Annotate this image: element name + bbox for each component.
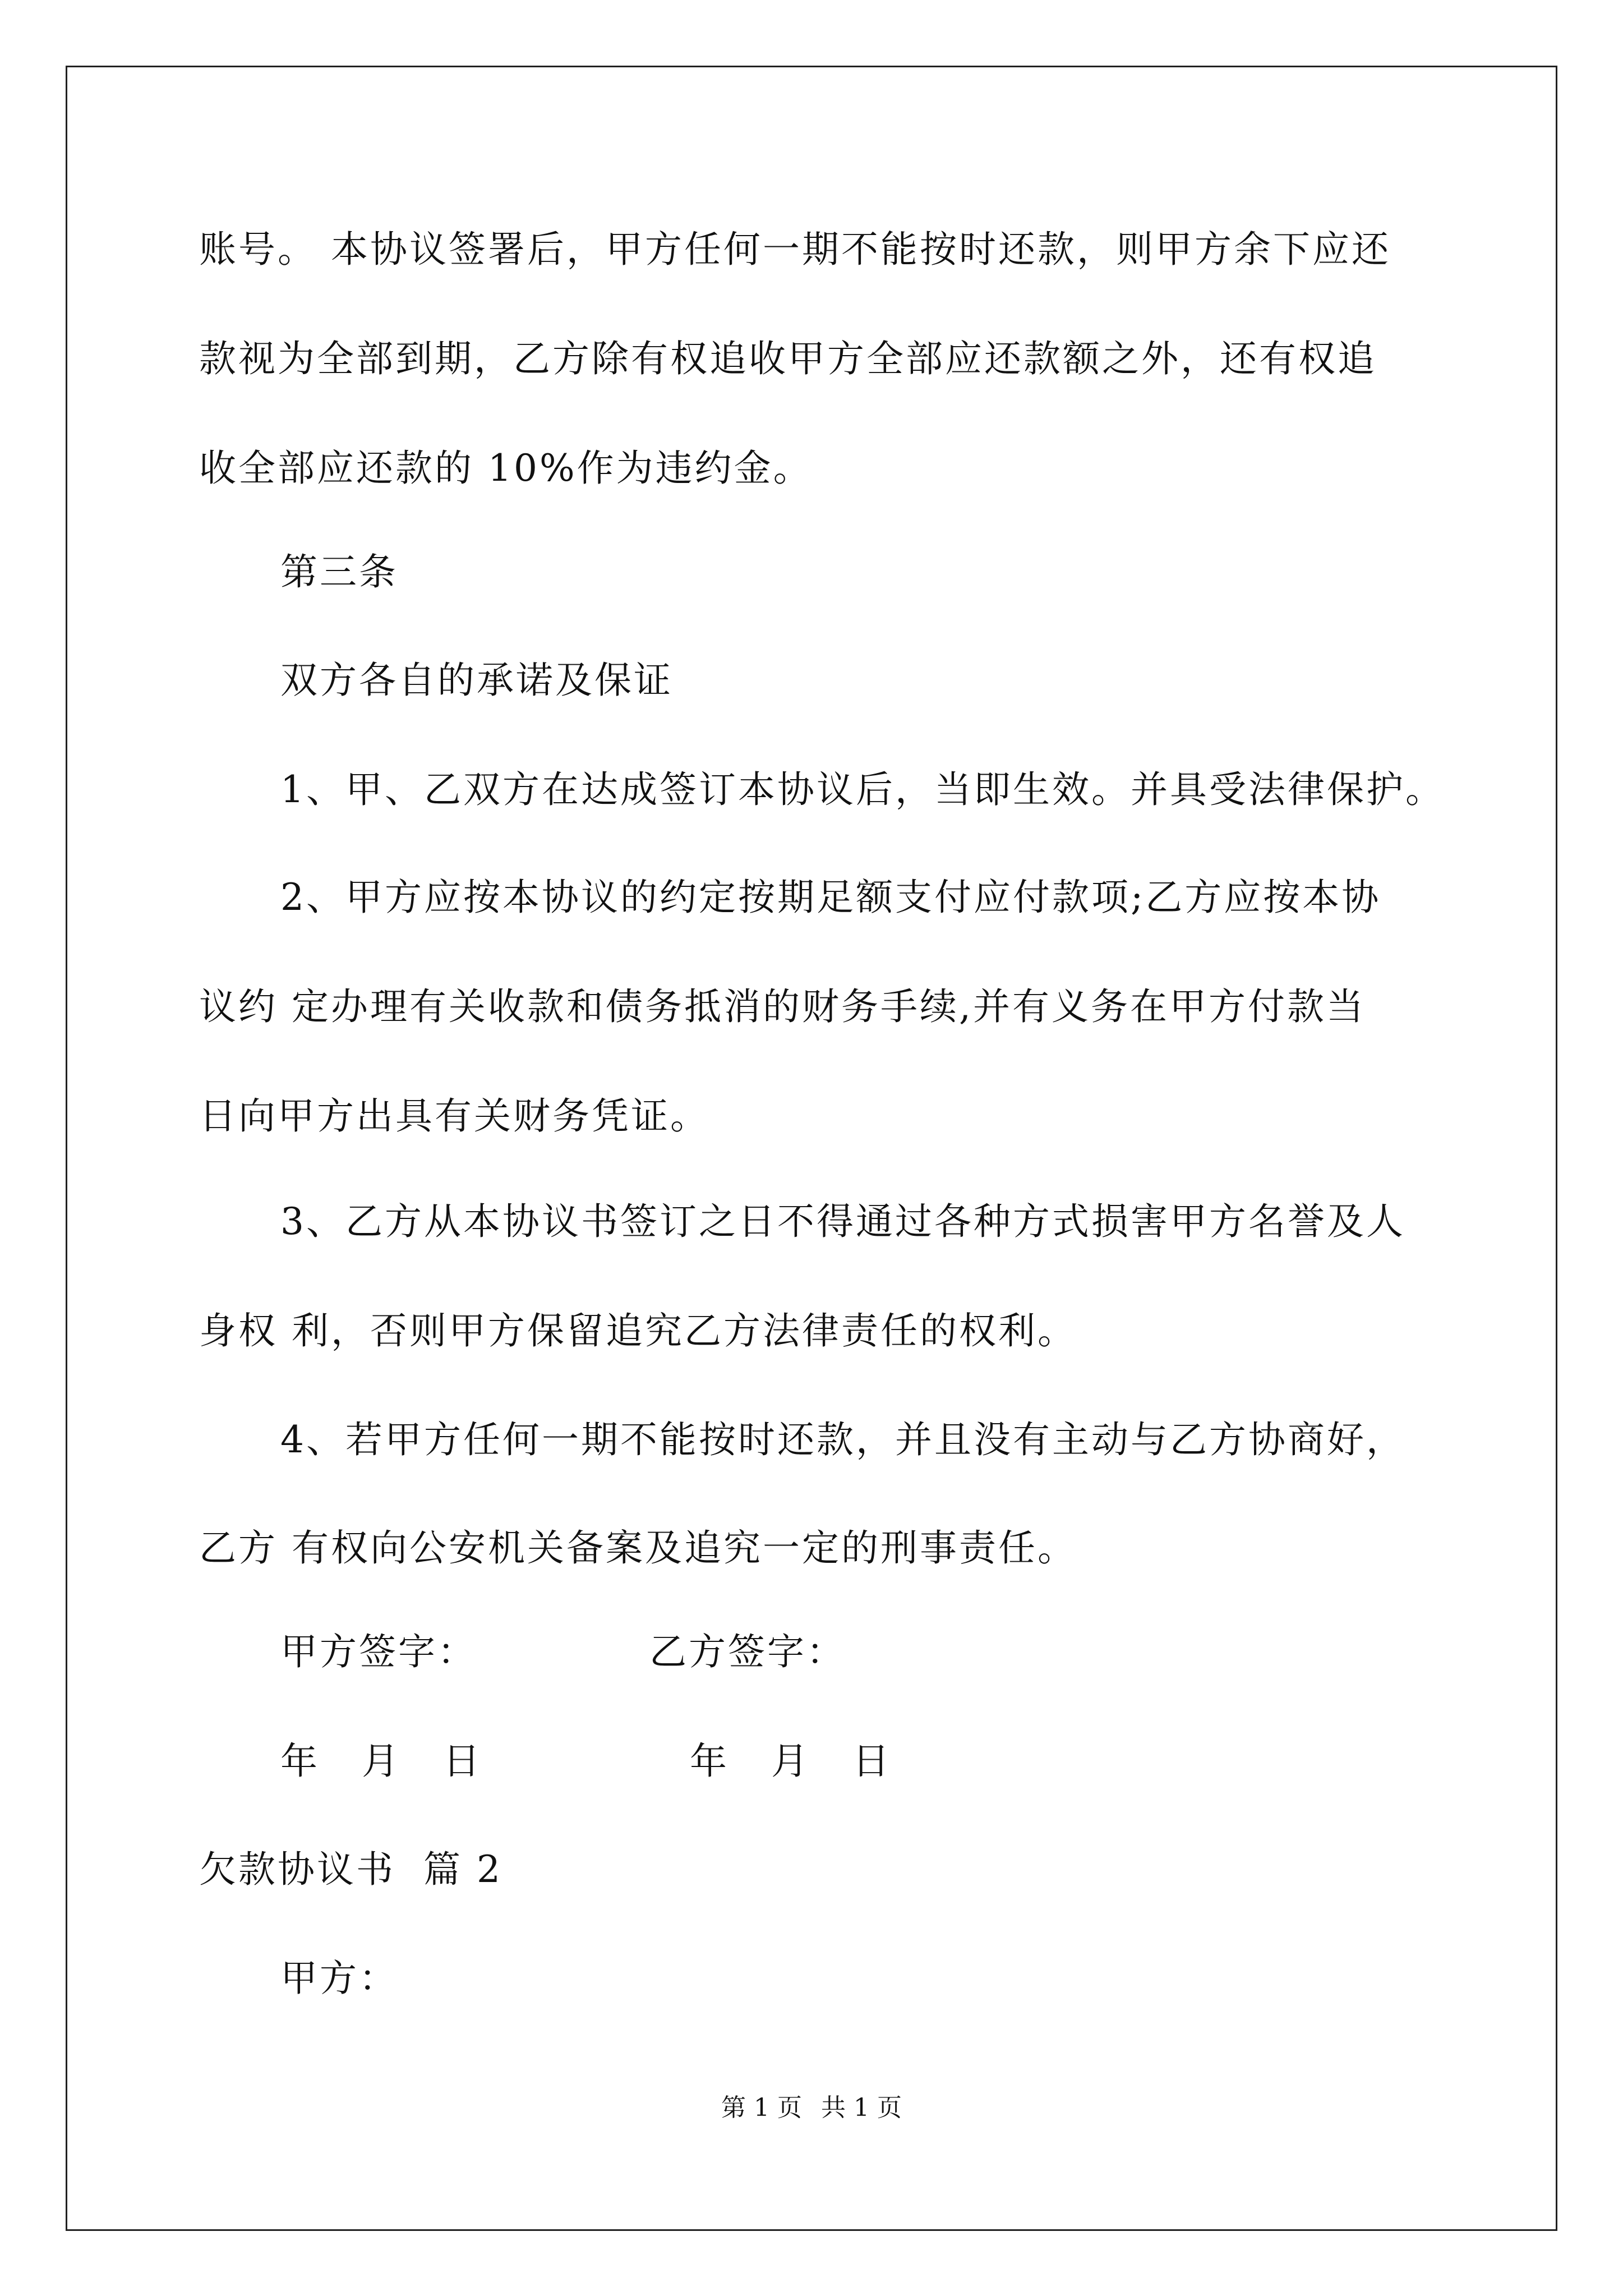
section-2-title: 欠款协议书 篇 2 (199, 1848, 502, 1891)
paragraph-line: 议约 定办理有关收款和债务抵消的财务手续,并有义务在甲方付款当 (199, 985, 1366, 1028)
clause-1: 1、甲、乙双方在达成签订本协议后，当即生效。并具受法律保护。 (280, 768, 1445, 811)
page-current: 第 1 页 (721, 2093, 802, 2122)
section-heading: 双方各自的承诺及保证 (280, 659, 673, 702)
party-b-date: 年 月 日 (690, 1740, 892, 1783)
page-border (66, 66, 1557, 2231)
paragraph-line: 乙方 有权向公安机关备案及追究一定的刑事责任。 (199, 1526, 1077, 1570)
party-a-date: 年 月 日 (280, 1740, 482, 1783)
clause-2: 2、甲方应按本协议的约定按期足额支付应付款项;乙方应按本协 (280, 876, 1381, 919)
party-a-line: 甲方： (280, 1957, 398, 2000)
paragraph-line: 日向甲方出具有关财务凭证。 (199, 1094, 709, 1138)
article-heading: 第三条 (280, 550, 398, 593)
page-footer (0, 2092, 1623, 2124)
page-total: 共 1 页 (821, 2093, 902, 2122)
party-b-signature-label: 乙方签字： (649, 1630, 846, 1673)
party-a-signature-label: 甲方签字： (280, 1630, 477, 1673)
clause-3: 3、乙方从本协议书签订之日不得通过各种方式损害甲方名誉及人 (280, 1200, 1405, 1243)
paragraph-line: 身权 利，否则甲方保留追究乙方法律责任的权利。 (199, 1309, 1077, 1352)
paragraph-line: 账号。 本协议签署后，甲方任何一期不能按时还款，则甲方余下应还 (199, 228, 1391, 271)
paragraph-line: 款视为全部到期，乙方除有权追收甲方全部应还款额之外，还有权追 (199, 337, 1377, 380)
paragraph-line: 收全部应还款的 10%作为违约金。 (199, 447, 813, 490)
clause-4: 4、若甲方任何一期不能按时还款，并且没有主动与乙方协商好， (280, 1418, 1405, 1461)
